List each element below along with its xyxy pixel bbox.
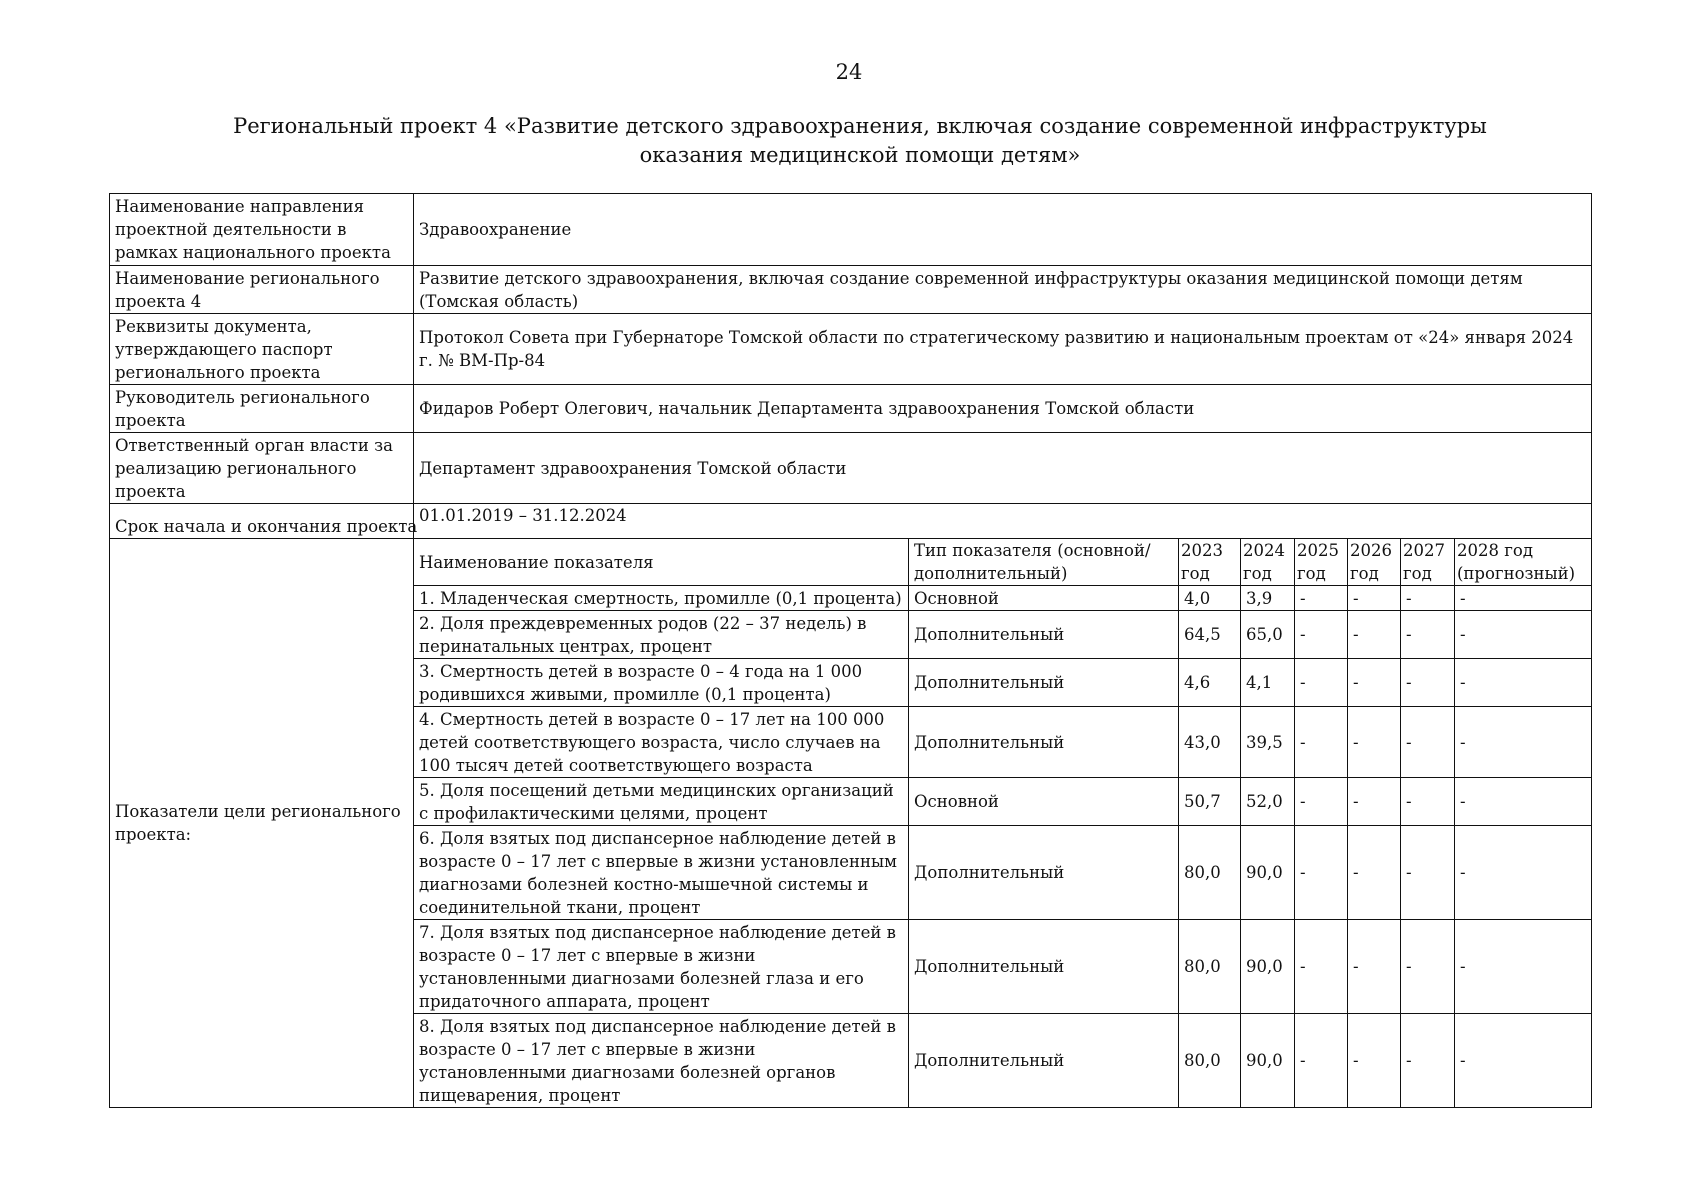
- indicator-name: 2. Доля преждевременных родов (22 – 37 недель) в перинатальных центрах, процент: [414, 611, 909, 659]
- indicator-name: 3. Смертность детей в возрасте 0 – 4 года на 1 000 родившихся живыми, промилле (0,1 процента): [414, 659, 909, 707]
- value-2026: -: [1348, 778, 1401, 826]
- value-2024: 52,0: [1241, 778, 1295, 826]
- header-2027: 2027 год: [1401, 539, 1455, 586]
- passport-value: Развитие детского здравоохранения, включая создание современной инфраструктуры оказания медицинской помощи детям (Томская область): [414, 266, 1592, 314]
- value-2024: 90,0: [1241, 826, 1295, 920]
- indicator-type: Дополнительный: [909, 707, 1179, 778]
- value-2023: 80,0: [1179, 1014, 1241, 1108]
- indicator-name: 1. Младенческая смертность, промилле (0,1 процента): [414, 586, 909, 611]
- value-2025: -: [1295, 920, 1348, 1014]
- value-2028: -: [1455, 611, 1592, 659]
- value-2024: 65,0: [1241, 611, 1295, 659]
- value-2023: 4,0: [1179, 586, 1241, 611]
- passport-value: Протокол Совета при Губернаторе Томской области по стратегическому развитию и национальным проектам от «24» января 2024 г. № ВМ-Пр-84: [414, 314, 1592, 385]
- page-title: [120, 112, 1600, 170]
- indicator-type: Дополнительный: [909, 920, 1179, 1014]
- indicator-type: Дополнительный: [909, 659, 1179, 707]
- value-2025: -: [1295, 611, 1348, 659]
- indicators-header-row: [110, 539, 1592, 586]
- value-2024: 4,1: [1241, 659, 1295, 707]
- indicator-type: Дополнительный: [909, 611, 1179, 659]
- value-2027: -: [1401, 1014, 1455, 1108]
- passport-label: Руководитель регионального проекта: [110, 385, 414, 433]
- value-2027: -: [1401, 826, 1455, 920]
- indicator-type: Дополнительный: [909, 1014, 1179, 1108]
- header-type: Тип показателя (основной/дополнительный): [909, 539, 1179, 586]
- value-2028: -: [1455, 778, 1592, 826]
- value-2026: -: [1348, 920, 1401, 1014]
- value-2024: 90,0: [1241, 920, 1295, 1014]
- page-number: 24: [835, 60, 863, 84]
- title-line-2: оказания медицинской помощи детям»: [639, 143, 1081, 167]
- indicator-name: 6. Доля взятых под диспансерное наблюдение детей в возрасте 0 – 17 лет с впервые в жизни установленным диагнозами болезней костно-мышечной системы и соединительной ткани, процент: [414, 826, 909, 920]
- passport-row: [110, 266, 1592, 314]
- value-2027: -: [1401, 707, 1455, 778]
- passport-label: Наименование регионального проекта 4: [110, 266, 414, 314]
- value-2028: -: [1455, 826, 1592, 920]
- header-2025: 2025 год: [1295, 539, 1348, 586]
- passport-value: Здравоохранение: [414, 194, 1592, 266]
- passport-value: Департамент здравоохранения Томской области: [414, 433, 1592, 504]
- value-2028: -: [1455, 659, 1592, 707]
- value-2028: -: [1455, 707, 1592, 778]
- header-2023: 2023 год: [1179, 539, 1241, 586]
- value-2027: -: [1401, 920, 1455, 1014]
- indicators-label: Показатели цели регионального проекта:: [110, 539, 414, 1108]
- indicator-type: Основной: [909, 586, 1179, 611]
- indicator-name: 7. Доля взятых под диспансерное наблюдение детей в возрасте 0 – 17 лет с впервые в жизни установленными диагнозами болезней глаза и его придаточного аппарата, процент: [414, 920, 909, 1014]
- passport-label: Ответственный орган власти за реализацию регионального проекта: [110, 433, 414, 504]
- value-2025: -: [1295, 1014, 1348, 1108]
- passport-row: [110, 194, 1592, 266]
- passport-row: [110, 504, 1592, 539]
- value-2024: 90,0: [1241, 1014, 1295, 1108]
- value-2027: -: [1401, 659, 1455, 707]
- indicator-name: 5. Доля посещений детьми медицинских организаций с профилактическими целями, процент: [414, 778, 909, 826]
- value-2023: 80,0: [1179, 920, 1241, 1014]
- indicator-type: Дополнительный: [909, 826, 1179, 920]
- title-line-1: Региональный проект 4 «Развитие детского здравоохранения, включая создание современной инфраструктуры: [233, 114, 1487, 138]
- value-2026: -: [1348, 707, 1401, 778]
- value-2027: -: [1401, 586, 1455, 611]
- value-2025: -: [1295, 778, 1348, 826]
- indicator-name: 4. Смертность детей в возрасте 0 – 17 лет на 100 000 детей соответствующего возраста, число случаев на 100 тысяч детей соответствующего возраста: [414, 707, 909, 778]
- value-2026: -: [1348, 586, 1401, 611]
- passport-value: 01.01.2019 – 31.12.2024: [414, 504, 1592, 539]
- value-2023: 64,5: [1179, 611, 1241, 659]
- value-2026: -: [1348, 1014, 1401, 1108]
- value-2025: -: [1295, 659, 1348, 707]
- value-2027: -: [1401, 611, 1455, 659]
- indicator-type: Основной: [909, 778, 1179, 826]
- value-2023: 4,6: [1179, 659, 1241, 707]
- value-2028: -: [1455, 920, 1592, 1014]
- value-2023: 43,0: [1179, 707, 1241, 778]
- passport-row: [110, 314, 1592, 385]
- value-2028: -: [1455, 1014, 1592, 1108]
- value-2023: 80,0: [1179, 826, 1241, 920]
- header-name: Наименование показателя: [414, 539, 909, 586]
- indicator-name: 8. Доля взятых под диспансерное наблюдение детей в возрасте 0 – 17 лет с впервые в жизни установленными диагнозами болезней органов пищеварения, процент: [414, 1014, 909, 1108]
- passport-label: Срок начала и окончания проекта: [110, 504, 414, 539]
- value-2026: -: [1348, 611, 1401, 659]
- value-2028: -: [1455, 586, 1592, 611]
- value-2024: 3,9: [1241, 586, 1295, 611]
- value-2023: 50,7: [1179, 778, 1241, 826]
- value-2025: -: [1295, 826, 1348, 920]
- header-2028: 2028 год (прогнозный): [1455, 539, 1592, 586]
- passport-label: Наименование направления проектной деятельности в рамках национального проекта: [110, 194, 414, 266]
- project-passport-table: [109, 193, 1592, 1108]
- value-2025: -: [1295, 707, 1348, 778]
- value-2026: -: [1348, 659, 1401, 707]
- value-2024: 39,5: [1241, 707, 1295, 778]
- passport-row: [110, 433, 1592, 504]
- passport-value: Фидаров Роберт Олегович, начальник Департамента здравоохранения Томской области: [414, 385, 1592, 433]
- passport-row: [110, 385, 1592, 433]
- value-2026: -: [1348, 826, 1401, 920]
- value-2025: -: [1295, 586, 1348, 611]
- value-2027: -: [1401, 778, 1455, 826]
- header-2024: 2024 год: [1241, 539, 1295, 586]
- header-2026: 2026 год: [1348, 539, 1401, 586]
- passport-label: Реквизиты документа, утверждающего паспорт регионального проекта: [110, 314, 414, 385]
